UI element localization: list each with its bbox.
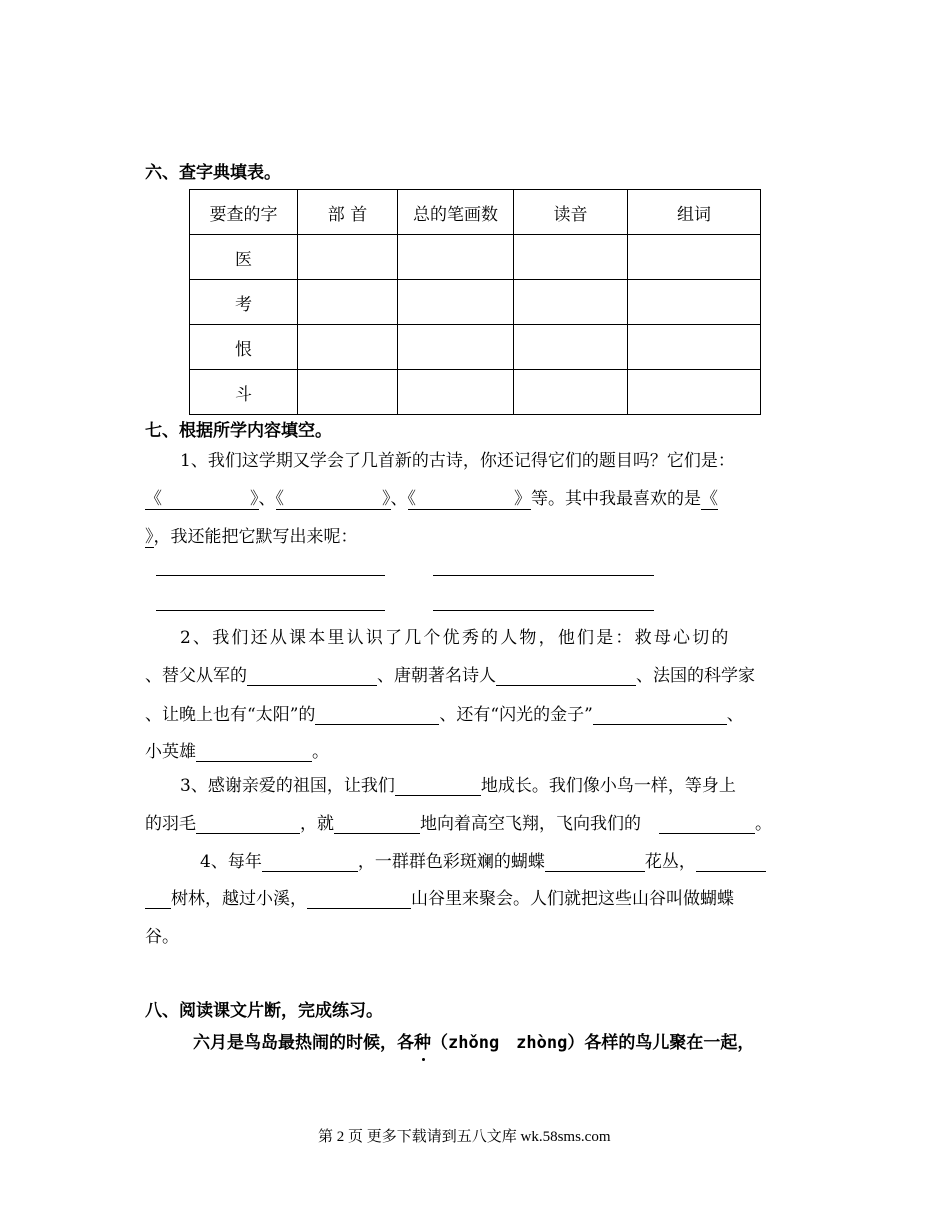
q1-title-blanks: 《 》、《 》、《 》等。其中我最喜欢的是《 <box>145 489 718 509</box>
dictionary-table <box>189 189 761 415</box>
table-answer-cell[interactable] <box>398 235 514 280</box>
table-answer-cell[interactable] <box>398 325 514 370</box>
emphasis-dot-char: 种 <box>414 1033 431 1053</box>
table-header-cell: 总的笔画数 <box>398 190 514 235</box>
blank-tang-poet[interactable] <box>496 667 636 686</box>
table-answer-cell[interactable] <box>514 370 628 415</box>
pinyin-choice[interactable]: （zhǒng zhòng） <box>431 1033 585 1053</box>
blank-through-woods-end[interactable] <box>145 890 171 909</box>
q2-text: 2、我们还从课本里认识了几个优秀的人物，他们是：救母心切的 <box>180 628 731 648</box>
q1-line2: 》，我还能把它默写出来呢： <box>145 527 358 547</box>
table-header-cell: 读音 <box>514 190 628 235</box>
table-answer-cell[interactable] <box>628 280 761 325</box>
poem-blank-1[interactable]: 《 》 <box>145 489 259 509</box>
table-row <box>190 235 761 280</box>
favorite-poem-blank-open[interactable]: 《 <box>701 489 718 509</box>
table-answer-cell[interactable] <box>514 325 628 370</box>
reading-passage: 六月是鸟岛最热闹的时候，各种（zhǒng zhòng）各样的鸟儿聚在一起， <box>193 1033 755 1053</box>
blank-hero[interactable] <box>196 743 312 762</box>
q3-line2: 的羽毛 ，就 地向着高空飞翔，飞向我们的 。 <box>145 814 772 834</box>
blank-season[interactable] <box>262 853 358 872</box>
table-char-cell: 医 <box>190 235 298 280</box>
write-line-3[interactable] <box>156 610 385 611</box>
q4-line2: 树林，越过小溪， 山谷里来聚会。人们就把这些山谷叫做蝴蝶 <box>145 889 734 909</box>
q4-line3: 谷。 <box>145 927 179 947</box>
table-answer-cell[interactable] <box>628 235 761 280</box>
table-row <box>190 280 761 325</box>
table-answer-cell[interactable] <box>398 370 514 415</box>
table-answer-cell[interactable] <box>628 325 761 370</box>
section-6-heading: 六、查字典填表。 <box>145 163 281 183</box>
favorite-poem-blank-close[interactable]: 》 <box>145 527 154 547</box>
q1-text: 1、我们这学期又学会了几首新的古诗，你还记得它们的题目吗？它们是： <box>180 451 735 471</box>
blank-through-flowers[interactable] <box>545 853 645 872</box>
table-answer-cell[interactable] <box>514 280 628 325</box>
table-answer-cell[interactable] <box>514 235 628 280</box>
table-header-cell: 组词 <box>628 190 761 235</box>
blank-through-woods-start[interactable] <box>696 853 766 872</box>
blank-feathers[interactable] <box>196 815 300 834</box>
table-header-cell: 部 首 <box>298 190 398 235</box>
blank-father-soldier[interactable] <box>247 667 377 686</box>
table-header-row <box>190 190 761 235</box>
table-char-cell: 斗 <box>190 370 298 415</box>
q3-line1: 3、感谢亲爱的祖国，让我们 地成长。我们像小鸟一样，等身上 <box>180 776 736 796</box>
table-answer-cell[interactable] <box>298 370 398 415</box>
table-header-cell: 要查的字 <box>190 190 298 235</box>
q2-line4: 小英雄 。 <box>145 742 329 762</box>
blank-fly[interactable] <box>334 815 420 834</box>
write-line-2[interactable] <box>433 575 654 576</box>
table-row <box>190 325 761 370</box>
table-answer-cell[interactable] <box>298 325 398 370</box>
q4-line1: 4、每年 ，一群群色彩斑斓的蝴蝶 花丛， <box>200 852 766 872</box>
page-footer: 第 2 页 更多下载请到五八文库 wk.58sms.com <box>318 1129 611 1145</box>
write-line-4[interactable] <box>433 610 654 611</box>
blank-into-valley[interactable] <box>307 890 411 909</box>
poem-blank-3[interactable]: 《 》 <box>407 489 531 509</box>
blank-destination[interactable] <box>659 815 755 834</box>
table-answer-cell[interactable] <box>298 280 398 325</box>
table-answer-cell[interactable] <box>298 235 398 280</box>
table-answer-cell[interactable] <box>628 370 761 415</box>
table-char-cell: 恨 <box>190 325 298 370</box>
section-7-heading: 七、根据所学内容填空。 <box>145 421 332 441</box>
q2-line2: 、替父从军的 、唐朝著名诗人 、法国的科学家 <box>145 666 755 686</box>
table-row <box>190 370 761 415</box>
q2-line3: 、让晚上也有“太阳”的 、还有“闪光的金子” 、 <box>145 705 744 725</box>
write-line-1[interactable] <box>156 575 385 576</box>
table-char-cell: 考 <box>190 280 298 325</box>
table-answer-cell[interactable] <box>398 280 514 325</box>
poem-blank-2[interactable]: 《 》 <box>275 489 391 509</box>
section-8-heading: 八、阅读课文片断，完成练习。 <box>145 1001 383 1021</box>
blank-golden-child[interactable] <box>593 706 727 725</box>
blank-sun-at-night[interactable] <box>315 706 439 725</box>
blank-grow[interactable] <box>395 777 481 796</box>
